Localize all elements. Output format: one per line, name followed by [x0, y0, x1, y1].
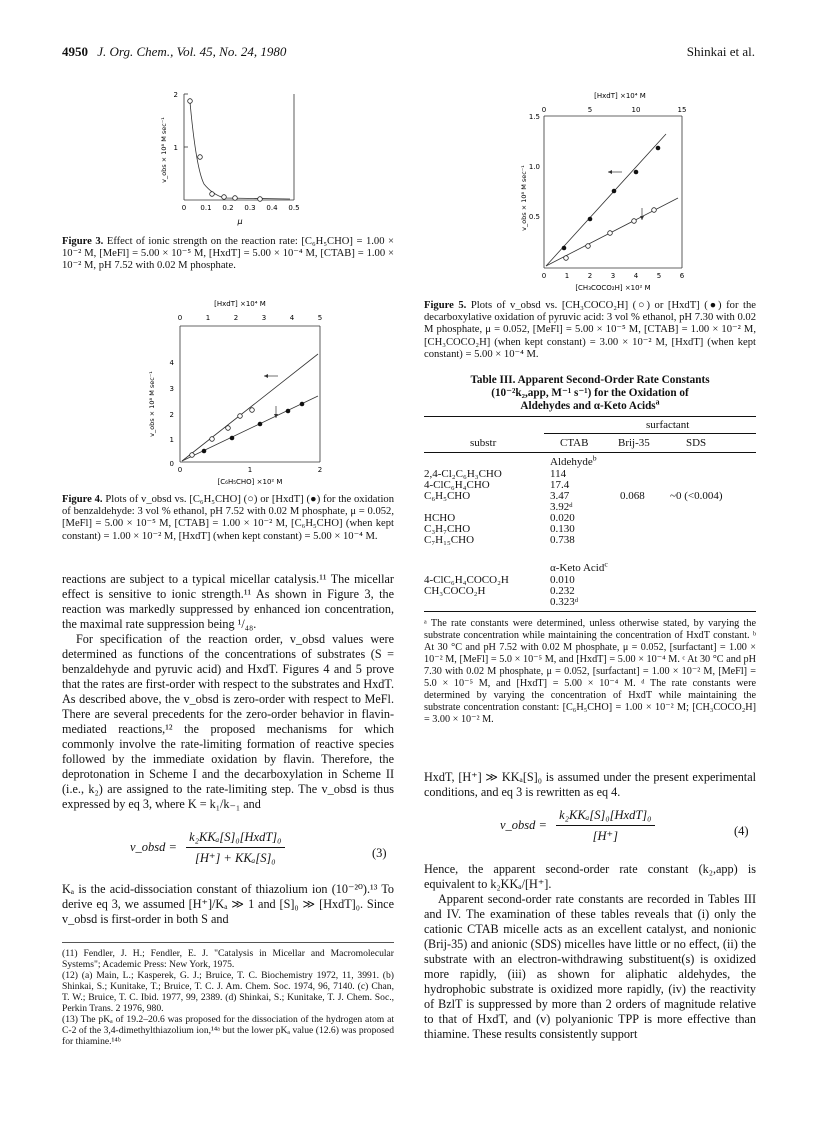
fig5-top-axis-label: [HxdT] ×10⁴ M	[594, 92, 646, 100]
fig5-filled-point	[612, 189, 617, 194]
table-3-col-sds: SDS	[686, 437, 707, 449]
eq4-denominator: [H⁺]	[592, 829, 618, 843]
fig5-filled-point	[634, 170, 639, 175]
table-row: CH₃COCO₂H	[424, 585, 486, 597]
table-3-col-substr: substr	[470, 437, 497, 449]
fig4-bottom-tick: 0	[177, 466, 183, 474]
fig3-point	[222, 195, 227, 200]
fig4-filled-point	[230, 436, 235, 441]
fig4-caption-text: Plots of v_obsd vs. [C₆H₅CHO] (○) or [HxdT] (●) for the oxidation of benzaldehyde: 3 vol % ethanol, pH 7.52 with 0.02 M phosphate, μ = 0.052, [MeFl] = 5.00 × 10⁻⁵ M, [CTAB] = 1.00 × 10⁻² M, [C₆H₅CHO] (when kept constant) = 1.00 × 10⁻² M, [HxdT] (when kept constant) = 5.00 × 10⁻⁴ M.	[62, 494, 394, 542]
fig5-filled-point	[562, 246, 567, 251]
fig5-ylabel: v_obs × 10⁸ M sec⁻¹	[520, 165, 528, 231]
left-column-body	[62, 572, 394, 812]
paragraph: Apparent second-order rate constants are recorded in Tables III and IV. The examination of these tables reveals that (i) only the cationic CTAB micelle acts as an excellent catalyst, and nonionic (Brij-35) and anionic (SDS) micelles have little or no effect, (ii) the substrate with an electron-withdrawing substituent(s) is oxidized more rapidly, (iii) as shown for aliphatic aldehydes, the hydrophobic substrate is oxidized more rapidly, (iv) the reactivity of BzlT is suppressed by more than 2 orders of magnitude relative to that of HxdT, and (v) polyanionic TPP is more effective than thiamine. These results consistently support	[424, 892, 756, 1041]
table-3-col-ctab: CTAB	[560, 437, 589, 449]
fig5-open-point	[564, 256, 569, 261]
table-row: 4-ClC₆H₄COCO₂H	[424, 574, 509, 586]
running-authors: Shinkai et al.	[686, 44, 755, 59]
fig4-ytick: 1	[169, 436, 174, 444]
fig5-bottom-tick: 5	[656, 272, 662, 280]
table-3-title-sup: a	[655, 397, 660, 407]
table-row: C₇H₁₅CHO	[424, 534, 475, 546]
fig3-caption-text: Effect of ionic strength on the reaction rate: [C₆H₅CHO] = 1.00 × 10⁻² M, [MeFl] = 5.00 × 10⁻⁵ M, [HxdT] = 5.00 × 10⁻⁴ M, [CTAB] = 1.00 × 10⁻² M, pH 7.52 with 0.02 M phosphate.	[62, 236, 394, 272]
table-cell: 3.92ᵈ	[550, 501, 573, 513]
fig3-ytick: 2	[173, 91, 178, 99]
equation-4	[500, 808, 655, 844]
figure-3-caption	[62, 236, 394, 273]
fig4-caption-label: Figure 4.	[62, 494, 103, 505]
footnote-11: (11) Fendler, J. H.; Fendler, E. J. "Catalysis in Micellar and Macromolecular Systems"; Academic Press: New York, 1975.	[62, 948, 394, 970]
eq3-denominator: [H⁺] + KKₐ[S]₀	[194, 851, 276, 865]
fig4-top-tick: 3	[261, 314, 267, 322]
fig3-xtick: 0.5	[288, 204, 300, 212]
left-column-body-cont	[62, 882, 394, 927]
fig4-top-tick: 2	[233, 314, 239, 322]
fig3-xtick: 0	[181, 204, 187, 212]
footnotes	[62, 948, 394, 1047]
fig5-top-tick: 0	[541, 106, 547, 114]
footnote-13: (13) The pKₐ of 19.2–20.6 was proposed for the dissociation of the hydrogen atom at C-2 of the 3,4-dimethylthiazolium ion,¹⁴ᵃ but the lower pKₐ value (12.6) was proposed for thiamine.¹⁴ᵇ	[62, 1014, 394, 1047]
page-number: 4950	[62, 44, 88, 59]
fig3-xtick: 0.3	[244, 204, 256, 212]
eq3-lhs: v_obsd =	[130, 839, 177, 854]
fig4-filled-point	[300, 402, 305, 407]
table-cell: 0.020	[550, 512, 575, 524]
fig3-xtick: 0.2	[222, 204, 234, 212]
journal-citation: J. Org. Chem., Vol. 45, No. 24, 1980	[97, 44, 287, 59]
table-3-keto	[424, 559, 756, 622]
fig5-ytick: 1.0	[528, 163, 540, 171]
right-column-body	[424, 770, 756, 800]
table-3-title-line: (10⁻²k₂,app, M⁻¹ s⁻¹) for the Oxidation of	[491, 387, 689, 399]
table-row: 4-ClC₆H₄CHO	[424, 479, 490, 491]
table-row: HCHO	[424, 512, 456, 524]
fig5-top-tick: 15	[677, 106, 687, 114]
paragraph: HxdT, [H⁺] ≫ KKₐ[S]₀ is assumed under the present experimental conditions, and eq 3 is rewritten as eq 4.	[424, 770, 756, 799]
fig5-caption-label: Figure 5.	[424, 300, 467, 311]
fig5-open-point	[632, 219, 637, 224]
fig4-top-axis-label: [HxdT] ×10⁴ M	[214, 300, 266, 308]
table-row: C₃H₇CHO	[424, 523, 471, 535]
fig4-ytick: 0	[169, 460, 174, 468]
paragraph: For specification of the reaction order, v_obsd values were determined as functions of the concentrations of substrates (S = benzaldehyde and pyruvic acid) and HxdT. Figures 4 and 5 prove that the rates are first-order with respect to the substrates and HxdT. As described above, the v_obsd is zero-order with respect to MeFl. There are several precedents for the zero-order behavior in flavin-mediated reactions,¹² the proposed mechanisms for which commonly involve the rate-limiting formation of reactive species followed by the immediate oxidation by flavin. Therefore, the deprotonation in Scheme I and the decarboxylation in Scheme II (i.e., k₂) are assigned to the rate-limiting step. The v_obsd is thus expressed by eq 3, where K = k₁/k₋₁ and	[62, 632, 394, 811]
table-row: C₆H₅CHO	[424, 490, 471, 502]
eq3-numerator: k₂KKₐ[S]₀[HxdT]₀	[186, 830, 284, 848]
fig3-point	[210, 192, 215, 197]
table-3-col-brij: Brij-35	[618, 437, 650, 449]
fig3-xtick: 0.1	[200, 204, 212, 212]
fig5-ytick: 0.5	[528, 213, 540, 221]
table-cell: 3.47	[550, 490, 570, 502]
fig4-top-tick: 4	[289, 314, 295, 322]
figure-5-plot	[520, 88, 720, 294]
footnote-rule	[62, 942, 394, 943]
fig4-bottom-tick: 2	[317, 466, 323, 474]
fig5-filled-point	[656, 146, 661, 151]
table-cell: 114	[550, 468, 567, 480]
fig4-top-tick: 1	[205, 314, 211, 322]
fig5-open-point	[608, 231, 613, 236]
figure-4-caption	[62, 494, 394, 543]
fig5-filled-point	[588, 217, 593, 222]
figure-4-plot	[140, 296, 340, 490]
table-3-footnotes: ᵃ The rate constants were determined, unless otherwise stated, by varying the substrate concentration while maintaining the concentration of HxdT constant. ᵇ At 30 °C and pH 7.52 with 0.02 M phosphate, μ = 0.052, [surfactant] = 1.00 × 10⁻² M, [MeFl] = 5.0 × 10⁻⁵ M, and [HxdT] = 5.00 × 10⁻⁴ M. ᶜ At 30 °C and pH 7.30 with 0.02 M phosphate, μ = 0.052, [surfactant] = 1.00 × 10⁻² M, [MeFl] = 5.0 × 10⁻⁵ M, and [HxdT] = 5.00 × 10⁻⁴ M. ᵈ The rate constants were determined by varying the concentration of HxdT while maintaining the substrate concentration constant: [C₆H₅CHO] = 1.00 × 10⁻² M; [CH₃COCO₂H] = 3.00 × 10⁻² M.	[424, 618, 756, 725]
table-cell: 0.323ᵈ	[550, 596, 579, 608]
fig3-point	[233, 196, 238, 201]
table-3-surfactant-header: surfactant	[646, 419, 690, 431]
fig3-point	[188, 99, 193, 104]
fig5-bottom-axis-label: [CH₃COCO₂H] ×10² M	[575, 284, 651, 292]
fig5-bottom-tick: 3	[610, 272, 616, 280]
table-3-section-aldehyde: Aldehyde$^b$	[550, 453, 597, 468]
fig3-xtick: 0.4	[266, 204, 278, 212]
eq4-lhs: v_obsd =	[500, 817, 547, 832]
fig4-bottom-tick: 1	[247, 466, 253, 474]
paragraph: Kₐ is the acid-dissociation constant of thiazolium ion (10⁻²⁰).¹³ To derive eq 3, we assumed [H⁺]/Kₐ ≫ 1 and [S]₀ ≫ [HxdT]₀. Since v_obsd is first-order in both S and	[62, 882, 394, 926]
table-row: 2,4-Cl₂C₆H₃CHO	[424, 468, 502, 480]
figure-5-caption	[424, 300, 756, 361]
table-cell: 0.010	[550, 574, 575, 586]
fig4-ytick: 4	[169, 359, 174, 367]
fig4-top-tick: 5	[317, 314, 323, 322]
fig3-ytick: 1	[173, 144, 178, 152]
right-column-body-cont	[424, 862, 756, 1042]
fig4-bottom-axis-label: [C₆H₅CHO] ×10² M	[217, 478, 283, 486]
table-3-title-line: Aldehydes and α-Keto Acids	[520, 400, 656, 412]
fig4-ylabel: v_obs × 10⁸ M sec⁻¹	[148, 371, 156, 437]
fig4-open-point	[190, 453, 195, 458]
fig5-caption-text: Plots of v_obsd vs. [CH₃COCO₂H] (○) or [HxdT] (●) for the decarboxylative oxidation of pyruvic acid: 3 vol % ethanol, pH 7.30 with 0.02 M phosphate, μ = 0.052, [MeFl] = 5.00 × 10⁻⁵ M, [CTAB] = 1.00 × 10⁻² M, [CH₃COCO₂H] (when kept constant) = 3.00 × 10⁻² M, [HxdT] (when kept constant) = 5.00 × 10⁻⁴ M.	[424, 300, 756, 360]
fig5-top-tick: 5	[587, 106, 593, 114]
fig4-open-point	[210, 437, 215, 442]
fig5-bottom-tick: 2	[587, 272, 593, 280]
fig4-filled-point	[258, 422, 263, 427]
page-header	[62, 44, 286, 60]
fig3-point	[198, 155, 203, 160]
fig5-ytick: 1.5	[528, 113, 540, 121]
table-cell: ~0 (<0.004)	[670, 490, 723, 502]
fig5-bottom-tick: 1	[564, 272, 570, 280]
fig4-ytick: 2	[169, 411, 174, 419]
fig5-open-point	[586, 244, 591, 249]
eq3-number: (3)	[372, 846, 387, 860]
fig4-ytick: 3	[169, 385, 174, 393]
fig3-point	[258, 197, 263, 202]
fig5-bottom-tick: 0	[541, 272, 547, 280]
table-3	[424, 416, 756, 556]
table-cell: 17.4	[550, 479, 570, 491]
fig4-open-point	[250, 408, 255, 413]
figure-3-plot	[160, 88, 310, 230]
fig5-bottom-tick: 4	[633, 272, 639, 280]
table-cell: 0.232	[550, 585, 575, 597]
table-3-section-keto: α-Keto Acid$^c$	[550, 559, 608, 574]
paragraph: reactions are subject to a typical micellar catalysis.¹¹ The micellar effect is sensitive to ionic strength.¹¹ As shown in Figure 3, the reaction was markedly suppressed by enhanced ion concentration, the maximal rate suppression being ¹/₄₈.	[62, 572, 394, 631]
footnote-12: (12) (a) Main, L.; Kasperek, G. J.; Bruice, T. C. Biochemistry 1972, 11, 3991. (b) Shinkai, S.; Kunitake, T.; Bruice, T. C. J. Am. Chem. Soc. 1974, 96, 7140. (c) Chan, T. W.; Bruice, T. C. Ibid. 1977, 99, 2389. (d) Shinkai, S.; Kunitake, T. J. Chem. Soc., Perkin Trans. 2 1976, 980.	[62, 970, 394, 1014]
fig4-open-point	[226, 426, 231, 431]
paragraph: Hence, the apparent second-order rate constant (k₂,app) is equivalent to k₂KKₐ/[H⁺].	[424, 862, 756, 891]
table-cell: 0.130	[550, 523, 575, 535]
fig3-xlabel: μ	[237, 217, 243, 226]
fig5-bottom-tick: 6	[679, 272, 685, 280]
fig4-open-point	[238, 414, 243, 419]
table-cell: 0.738	[550, 534, 575, 546]
equation-3	[130, 830, 285, 866]
table-cell: 0.068	[620, 490, 645, 502]
table-3-title	[424, 374, 756, 413]
fig3-ylabel: v_obs × 10⁸ M sec⁻¹	[160, 117, 168, 183]
fig4-top-tick: 0	[177, 314, 183, 322]
fig5-top-tick: 10	[631, 106, 641, 114]
fig5-open-point	[652, 208, 657, 213]
fig4-filled-point	[286, 409, 291, 414]
eq4-number: (4)	[734, 824, 749, 838]
fig4-filled-point	[202, 449, 207, 454]
table-3-title-line: Table III. Apparent Second-Order Rate Constants	[470, 374, 710, 386]
eq4-numerator: k₂KKₐ[S]₀[HxdT]₀	[556, 808, 654, 826]
fig3-caption-label: Figure 3.	[62, 236, 104, 247]
